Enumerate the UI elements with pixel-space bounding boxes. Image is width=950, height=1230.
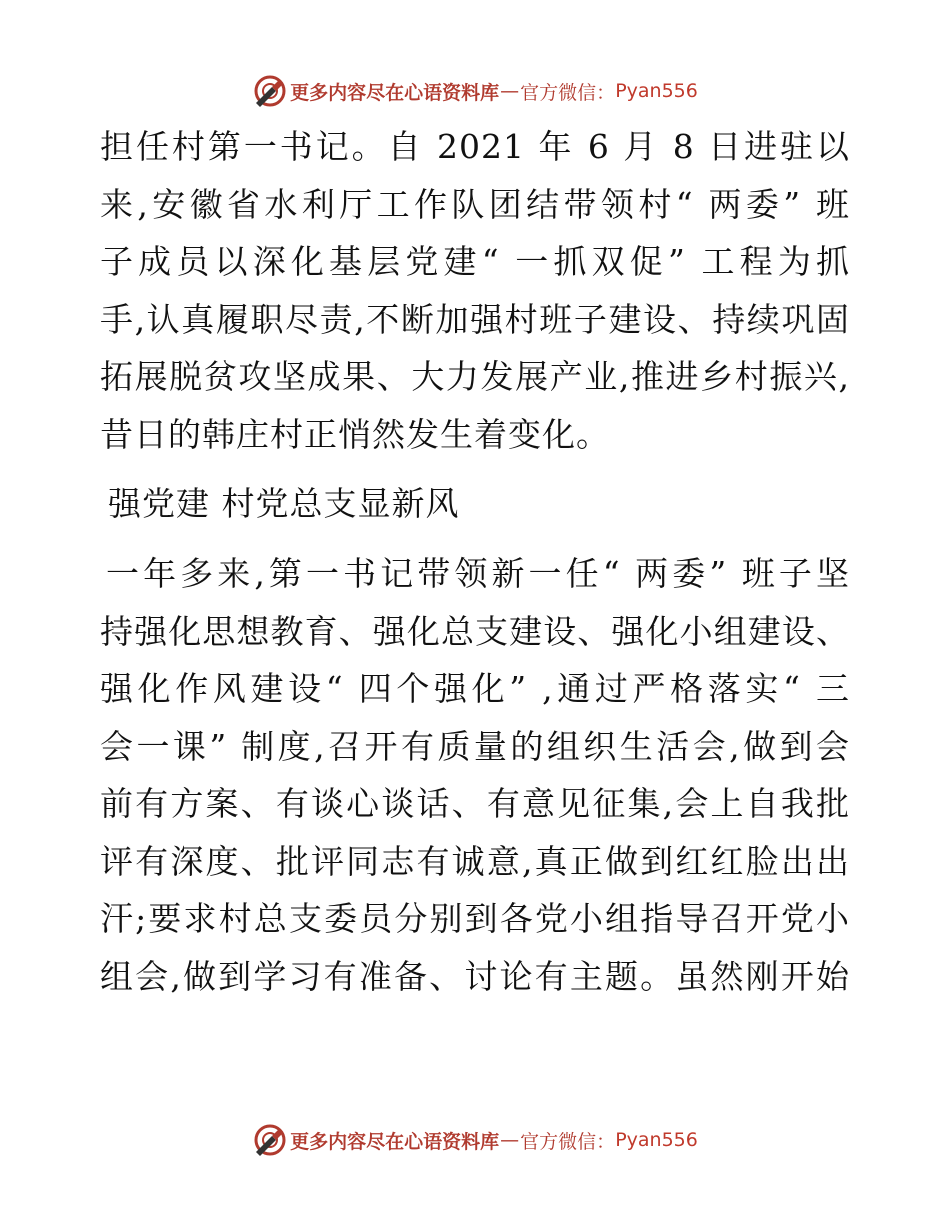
- text-line: 组会,做到学习有准备、讨论有主题。虽然刚开始: [100, 956, 850, 996]
- watermark-dash: —: [500, 80, 520, 102]
- text-line: 前有方案、有谈心谈话、有意见征集,会上自我批: [100, 784, 850, 823]
- watermark-header: [0, 71, 950, 111]
- watermark-brand: 更多内容尽在心语资料库: [290, 1130, 500, 1153]
- watermark-dash: —: [500, 1129, 520, 1151]
- text-line: 昔日的韩庄村正悄然发生着变化。: [100, 414, 610, 454]
- text-line: 一年多来,第一书记带领新一任“ 两委” 班子坚: [106, 554, 850, 593]
- text-line: 会一课” 制度,召开有质量的组织生活会,做到会: [100, 726, 850, 766]
- text-line: 手,认真履职尽责,不断加强村班子建设、持续巩固: [100, 299, 850, 339]
- watermark-brand: 更多内容尽在心语资料库: [290, 81, 500, 104]
- text-line: 来,安徽省水利厅工作队团结带领村“ 两委” 班: [100, 184, 850, 224]
- text-line: 持强化思想教育、强化总支建设、强化小组建设、: [100, 611, 850, 651]
- text-line: 担任村第一书记。自 2021 年 6 月 8 日进驻以: [100, 127, 850, 166]
- text-line: 子成员以深化基层党建“ 一抓双促” 工程为抓: [100, 242, 850, 281]
- paragraph-1: [100, 118, 850, 463]
- watermark-id: Pyan556: [615, 1129, 698, 1151]
- section-heading: 强党建 村党总支显新风: [108, 484, 460, 523]
- brand-logo-icon: [252, 73, 288, 109]
- watermark-official: 官方微信：: [520, 81, 616, 104]
- text-line: 拓展脱贫攻坚成果、大力发展产业,推进乡村振兴,: [100, 357, 850, 396]
- watermark-official: 官方微信：: [520, 1130, 616, 1153]
- text-line: 汗;要求村总支委员分别到各党小组指导召开党小: [100, 899, 850, 938]
- text-line: 强化作风建设“ 四个强化” ,通过严格落实“ 三: [100, 669, 850, 708]
- document-body: [100, 118, 850, 1005]
- watermark-footer: [0, 1120, 950, 1160]
- text-line: 评有深度、批评同志有诚意,真正做到红红脸出出: [100, 841, 850, 881]
- paragraph-2: [100, 545, 850, 1005]
- brand-logo-icon: [252, 1122, 288, 1158]
- watermark-id: Pyan556: [615, 80, 698, 102]
